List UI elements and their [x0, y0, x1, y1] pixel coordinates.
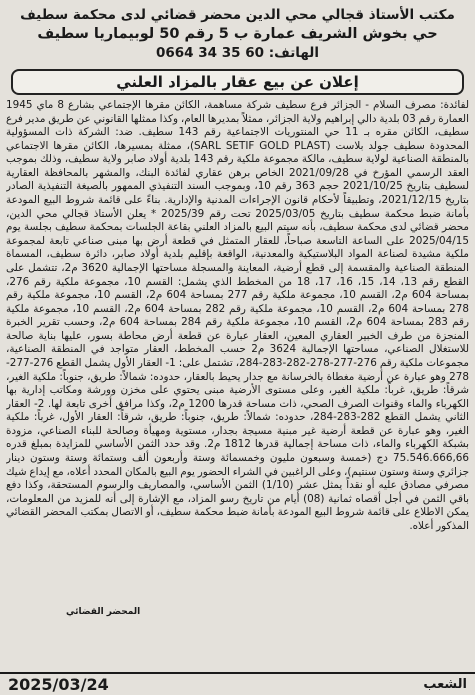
ad-body [6, 99, 469, 693]
bailiff-office-header [6, 6, 469, 63]
office-phone: الهاتف: 60 35 34 0664 [155, 45, 319, 61]
ad-title: إعلان عن بيع عقار بالمزاد العلني [116, 73, 359, 91]
newspaper-footer [0, 672, 475, 694]
ad-title-banner [11, 69, 464, 95]
signature-label: المحضر القضائي [66, 607, 141, 617]
office-name: مكتب الأستاذ قجالي محي الدين محضر قضائي لدى محكمة سطيف [20, 7, 455, 23]
office-address: حي بخوش الشريف عمارة ب 5 رقم 50 لوبيماريا سطيف [37, 26, 438, 42]
publication-date: 2025/03/24 [8, 674, 109, 694]
newspaper-name: الشعب [423, 676, 467, 692]
ad-body-paragraph: لفائدة: مصرف السلام - الجزائر فرع سطيف شركة مساهمة، الكائن مقرها الإجتماعي بشارع 8 ماي 1945 العمارة رقم 03 بلدية دالي إبراهيم ولاية الجزائر، ممثلاً بمديرها العام، وكذا ممثلها القانوني عن طريق مدير فرع سطيف، الكائن مقره بـ 11 حي المنتوريات الاجتماعية رقم 143 سطيف. ضد: الشركة ذات المسؤولية المحدودة سطيف جولد بلاست (SARL SETIF GOLD PLAST)، ممثلة بمسيرها، الكائن مقرها الاجتماعي بالمنطقة الصناعية لولاية سطيف، مالكة مجموعة ملكية رقم 143 بلدية أولاد صابر ولاية سطيف، وذلك بموجب العقد الرسمي المؤرخ في 2021/09/28 الخاص برهن عقاري لفائدة البنك، والمشهر بالمحافظة العقارية لسطيف بتاريخ 2021/10/25 حجم 363 رقم 10، وبموجب السند التنفيذي الممهور بالصيغة التنفيذية الصادر بتاريخ 2021/12/15، وتطبيقاً لأحكام قانون الإجراءات المدنية والإدارية. بناءً على قائمة شروط البيع المودعة بأمانة ضبط محكمة سطيف بتاريخ 2025/03/05 تحت رقم 2025/39 * يعلن الأستاذ قجالي محي الدين، محضر قضائي لدى محكمة سطيف، بأنه سيتم البيع بالمزاد العلني بقاعة الجلسات بمحكمة سطيف بجلسة يوم 2025/04/15 على الساعة التاسعة صباحاً، للعقار المتمثل في قطعة أرض بها مبنى صناعي تابعة لمجموعة ملكية مشيدة لصناعة المواد البلاستيكية والمعدنية، الواقعة بإقليم بلدية أولاد صابر، دائرة سطيف، المسماة المنطقة الصناعية والمقسمة إلى قطع أرضية، المعاينة والمسجلة مساحتها الإجمالية 3620 م2، تتشمل على القطع رقم 13، 14، 15، 16، 17، 18 من المخطط الذي يشمل: القسم 10، مجموعة ملكية رقم 276، بمساحة 604 م2، القسم 10، مجموعة ملكية رقم 277 بمساحة 604 م2، القسم 10، مجموعة ملكية رقم 278 بمساحة 604 م2، القسم 10، مجموعة ملكية رقم 282 بمساحة 604 م2، القسم 10، مجموعة ملكية رقم 283 بمساحة 604 م2، القسم 10، مجموعة ملكية رقم 284 بمساحة 604 م2، وحسب تقرير الخبرة المنجزة من طرف الخبير العقاري المعين، العقار عبارة عن قطعة أرض محاطة بسور، عليها بناية صالحة للاستغلال الصناعي، مساحتها الإجمالية 3624 م2 حسب المخطط، العقار متواجد في المنطقة الصناعية، مجموعات ملكية رقم 276-277-278-282-283-284، تشتمل على: 1- العقار الأول يشمل القطع 276-277-278 وهو عبارة عن أرضية مغطاة بالخرسانة مع جدار يحيط بالعقار، حدوده: شمالاً: طريق، جنوباً: ملكية الغير، شرقاً: طريق، غرباً: ملكية الغير، وعلى مستوى الأرضية مبنى يحتوي على مخزن وورشة ومكاتب إدارية بها الكهرباء والماء وقنوات الصرف الصحي، ذات مساحة قدرها 1200 م2، وكذا مرافق أخرى تابعة لها. 2- العقار الثاني يشمل القطع 282-283-284، حدوده: شمالاً: طريق، جنوباً: طريق، شرقاً: العقار الأول، غرباً: ملكية الغير، وهو عبارة عن قطعة أرضية غير مبنية مسيجة بجدار، مستوية ومهيأة وصالحة للبناء الصناعي، مزودة بشبكة الكهرباء والماء، ذات مساحة إجمالية قدرها 1812 م2. وقد حدد الثمن الأساسي للمزايدة بمبلغ قدره 75.546.666,66 دج (خمسة وسبعون مليون وخمسمائة وستة وأربعون ألف وستمائة وستة وستون دينار جزائري وستة وستون سنتيم)، وعلى الراغبين في الشراء الحضور يوم البيع بالمكان المحدد أعلاه، مع إيداع شيك مصرفي مصادق عليه أو نقداً يمثل عشر (1/10) الثمن الأساسي، والمصاريف والرسوم المستحقة، وكذا دفع باقي الثمن في أجل أقصاه ثمانية (08) أيام من تاريخ رسو المزاد، مع الإشارة إلى أنه للمزيد من المعلومات، يمكن الاطلاع على قائمة شروط البيع المودعة بأمانة ضبط محكمة سطيف، أو الاتصال بمكتب المحضر القضائي المذكور أعلاه. [6, 99, 469, 532]
